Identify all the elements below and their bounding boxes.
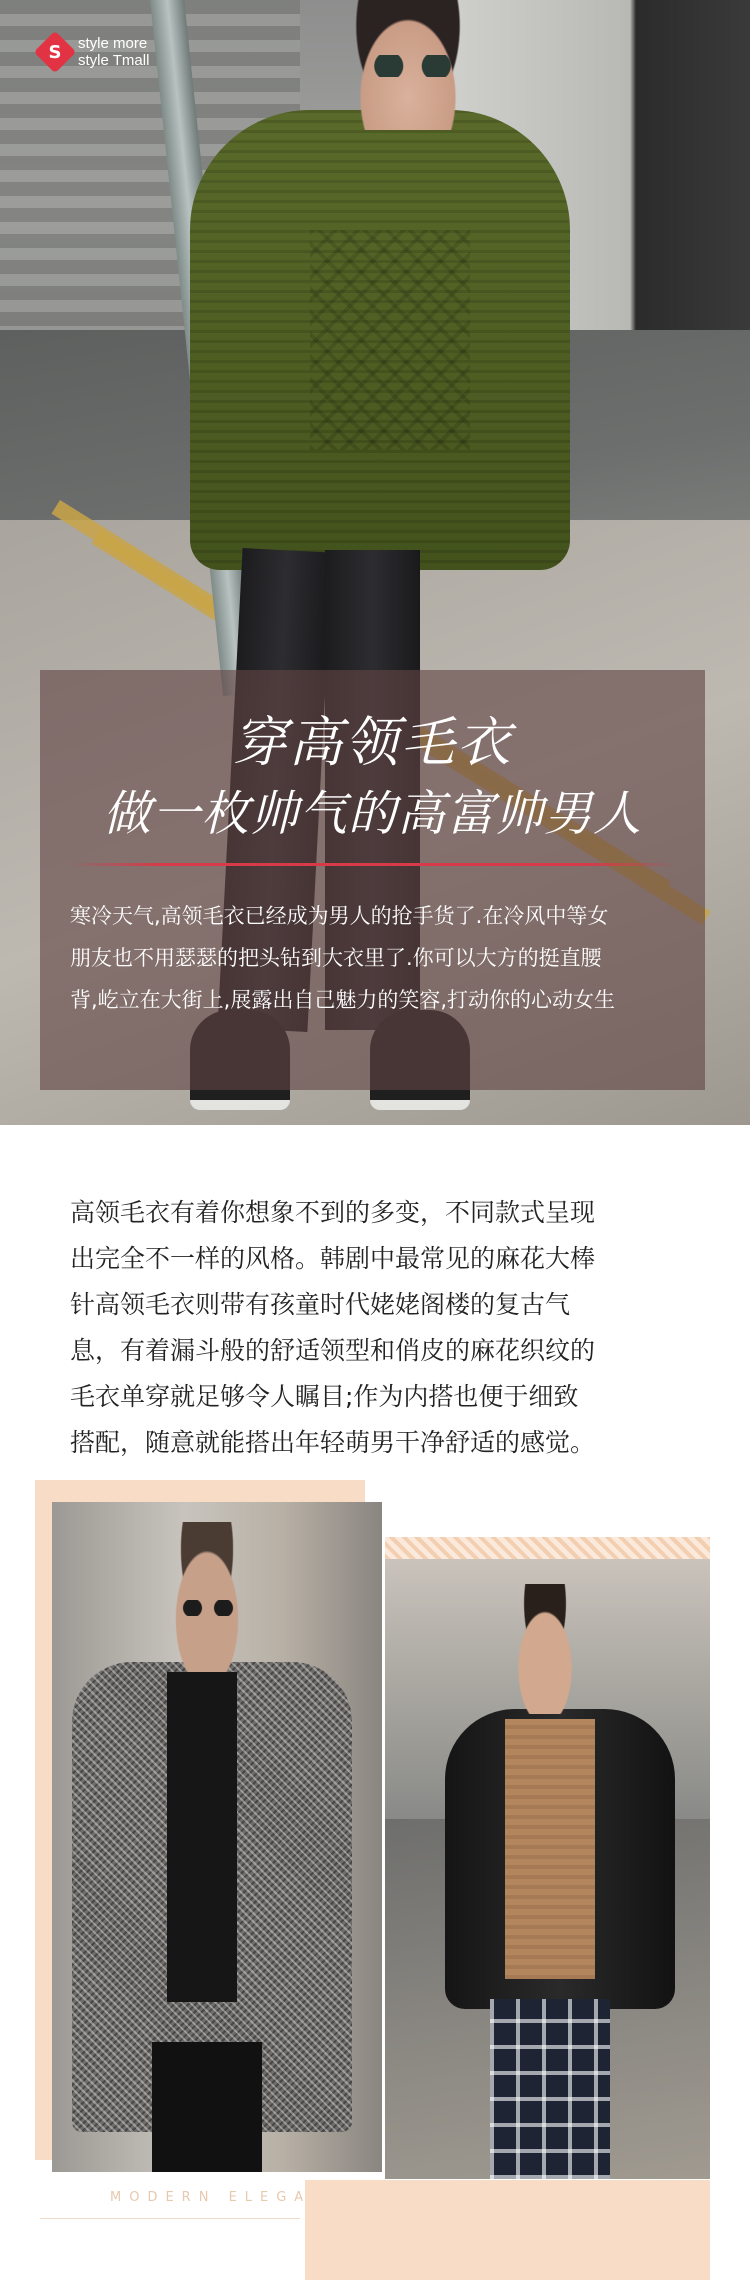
model-head <box>505 1584 585 1714</box>
plaid-trousers <box>490 1999 610 2179</box>
brand-line-1: style more <box>78 35 148 52</box>
model-head <box>162 1522 252 1672</box>
gallery-caption: MODERN ELEGA <box>110 2190 312 2205</box>
brand-line-2: style Tmall <box>78 52 150 69</box>
title-divider <box>70 863 675 866</box>
hero-description <box>70 895 675 1021</box>
hero-text-overlay <box>40 670 705 1090</box>
article-line: 出完全不一样的风格。韩剧中最常见的麻花大棒 <box>70 1244 596 1273</box>
brand-text <box>78 35 149 69</box>
article-paragraph <box>70 1190 680 1466</box>
outfit-photo-tweed-coat[interactable] <box>52 1502 382 2172</box>
outfit-photo-puffer-jacket[interactable] <box>385 1559 710 2179</box>
article-line: 搭配，随意就能搭出年轻萌男干净舒适的感觉。 <box>70 1428 596 1457</box>
green-turtleneck-sweater <box>190 110 570 570</box>
hero-banner <box>0 0 750 1125</box>
article-line: 息，有着漏斗般的舒适领型和俏皮的麻花织纹的 <box>70 1336 596 1365</box>
article-line: 毛衣单穿就足够令人瞩目;作为内搭也便于细致 <box>70 1382 579 1411</box>
hero-description-line: 背,屹立在大街上,展露出自己魅力的笑容,打动你的心动女生 <box>70 988 616 1012</box>
hero-description-line: 朋友也不用瑟瑟的把头钻到大衣里了.你可以大方的挺直腰 <box>70 946 602 970</box>
camel-turtleneck <box>505 1719 595 1979</box>
black-turtleneck <box>167 1672 237 2002</box>
outfit-gallery <box>0 1480 750 2281</box>
sunglasses-icon <box>365 55 460 77</box>
peach-backdrop-right <box>305 2180 710 2280</box>
logo-letter: S <box>48 41 62 63</box>
hero-description-line: 寒冷天气,高领毛衣已经成为男人的抢手货了.在冷风中等女 <box>70 904 609 928</box>
hero-title: 穿高领毛衣 <box>232 711 513 774</box>
article-line: 针高领毛衣则带有孩童时代姥姥阁楼的复古气 <box>70 1290 571 1319</box>
black-trousers <box>152 2042 262 2172</box>
caption-divider <box>40 2218 300 2219</box>
brand-logo[interactable] <box>40 35 149 69</box>
striped-accent-band <box>385 1537 710 1559</box>
brand-diamond-icon <box>34 31 76 73</box>
hero-subtitle: 做一枚帅气的高富帅男人 <box>102 786 642 842</box>
article-line: 高领毛衣有着你想象不到的多变，不同款式呈现 <box>70 1198 596 1227</box>
sunglasses-icon <box>177 1600 239 1616</box>
